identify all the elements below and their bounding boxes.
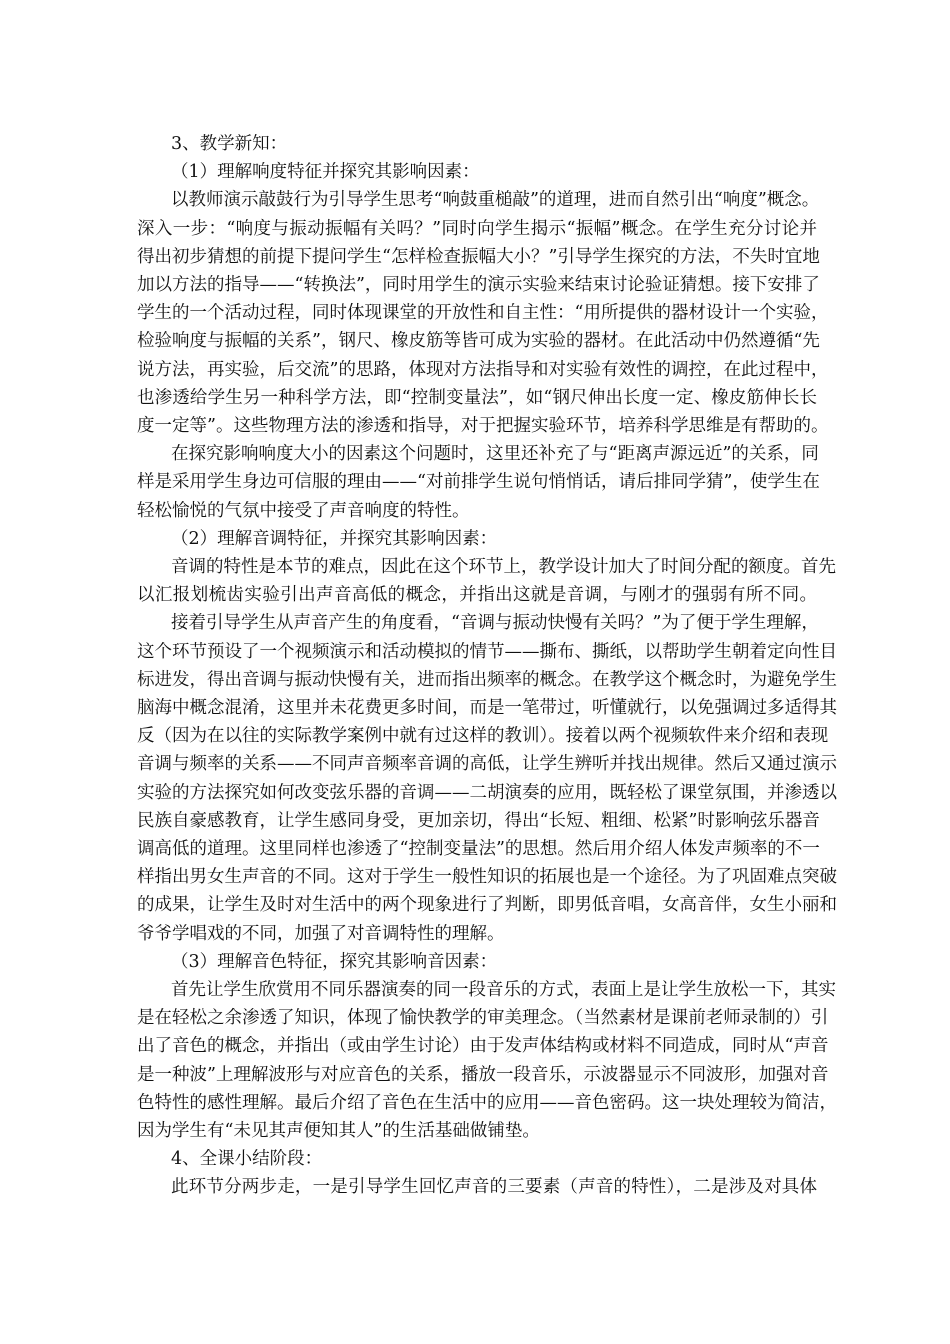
text-line: 样是采用学生身边可信服的理由——“对前排学生说句悄悄话，请后排同学猜”，使学生在: [137, 472, 820, 493]
text-line: （1）理解响度特征并探究其影响因素：: [171, 162, 480, 183]
text-line: 以教师演示敲鼓行为引导学生思考“响鼓重槌敲”的道理，进而自然引出“响度”概念。: [171, 190, 820, 211]
text-line: 是一种波”上理解波形与对应音色的关系，播放一段音乐，示波器显示不同波形，加强对音: [137, 1064, 829, 1085]
text-line: 爷爷学唱戏的不同，加强了对音调特性的理解。: [137, 923, 505, 944]
text-line: 这个环节预设了一个视频演示和活动模拟的情节——撕布、撕纸，以帮助学生朝着定向性目: [137, 641, 837, 662]
text-line: 4、全课小结阶段：: [171, 1149, 323, 1170]
text-line: 接着引导学生从声音产生的角度看，“音调与振动快慢有关吗？”为了便于学生理解，: [171, 613, 819, 634]
text-line: 的成果，让学生及时对生活中的两个现象进行了判断，即男低音唱，女高音伴，女生小丽和: [137, 895, 837, 916]
text-line: 色特性的感性理解。最后介绍了音色在生活中的应用——音色密码。这一块处理较为简洁，: [137, 1092, 837, 1113]
text-line: 民族自豪感教育，让学生感同身受，更加亲切，得出“长短、粗细、松紧”时影响弦乐器音: [137, 810, 820, 831]
text-line: 出了音色的概念，并指出（或由学生讨论）由于发声体结构或材料不同造成，同时从“声音: [137, 1036, 829, 1057]
text-line: 说方法，再实验，后交流”的思路，体现对方法指导和对实验有效性的调控，在此过程中，: [137, 359, 829, 380]
text-line: 是在轻松之余渗透了知识，体现了愉快教学的审美理念。（当然素材是课前老师录制的）引: [137, 1008, 829, 1029]
text-line: 3、教学新知：: [171, 134, 288, 154]
text-line: 以汇报划梳齿实验引出声音高低的概念，并指出这就是音调，与刚才的强弱有所不同。: [137, 585, 817, 606]
text-line: 脑海中概念混淆，这里并未花费更多时间，而是一笔带过，听懂就行，以免强调过多适得其: [137, 698, 837, 718]
text-line: 首先让学生欣赏用不同乐器演奏的同一段音乐的方式，表面上是让学生放松一下，其实: [171, 980, 836, 1000]
text-line: （3）理解音色特征，探究其影响音因素：: [171, 951, 498, 972]
text-line: 音调的特性是本节的难点，因此在这个环节上，教学设计加大了时间分配的额度。首先: [171, 557, 836, 577]
text-line: 检验响度与振幅的关系”，钢尺、橡皮筋等皆可成为实验的器材。在此活动中仍然遵循“先: [137, 331, 820, 352]
text-line: 得出初步猜想的前提下提问学生“怎样检查振幅大小？”引导学生探究的方法，不失时宜地: [137, 246, 820, 267]
text-line: 实验的方法探究如何改变弦乐器的音调——二胡演奏的应用，既轻松了课堂氛围，并渗透以: [137, 782, 837, 803]
text-line: 样指出男女生声音的不同。这对于学生一般性知识的拓展也是一个途径。为了巩固难点突破: [137, 867, 837, 888]
text-line: （2）理解音调特征，并探究其影响因素：: [171, 528, 498, 549]
text-line: 调高低的道理。这里同样也渗透了“控制变量法”的思想。然后用介绍人体发声频率的不一: [137, 839, 820, 859]
text-line: 也渗透给学生另一种科学方法，即“控制变量法”，如“钢尺伸出长度一定、橡皮筋伸长长: [137, 387, 817, 408]
text-line: 标进发，得出音调与振动快慢有关，进而指出频率的概念。在教学这个概念时，为避免学生: [137, 669, 837, 690]
text-line: 音调与频率的关系——不同声音频率音调的高低，让学生辨听并找出规律。然后又通过演示: [137, 754, 837, 775]
text-line: 因为学生有“未见其声便知其人”的生活基础做铺垫。: [137, 1121, 540, 1141]
text-line: 此环节分两步走，一是引导学生回忆声音的三要素（声音的特性），二是涉及对具体: [171, 1177, 817, 1198]
text-line: 深入一步：“响度与振动振幅有关吗？”同时向学生揭示“振幅”概念。在学生充分讨论并: [137, 218, 817, 239]
text-line: 加以方法的指导——“转换法”，同时用学生的演示实验来结束讨论验证猜想。接下安排了: [137, 275, 820, 295]
text-line: 度一定等”。这些物理方法的渗透和指导，对于把握实验环节，培养科学思维是有帮助的。: [137, 416, 829, 436]
text-line: 在探究影响响度大小的因素这个问题时，这里还补充了与“距离声源远近”的关系，同: [171, 444, 819, 465]
text-line: 学生的一个活动过程，同时体现课堂的开放性和自主性：“用所提供的器材设计一个实验，: [137, 303, 829, 324]
text-line: 轻松愉悦的气氛中接受了声音响度的特性。: [137, 500, 470, 521]
text-line: 反（因为在以往的实际教学案例中就有过这样的教训）。接着以两个视频软件来介绍和表现: [137, 726, 829, 747]
